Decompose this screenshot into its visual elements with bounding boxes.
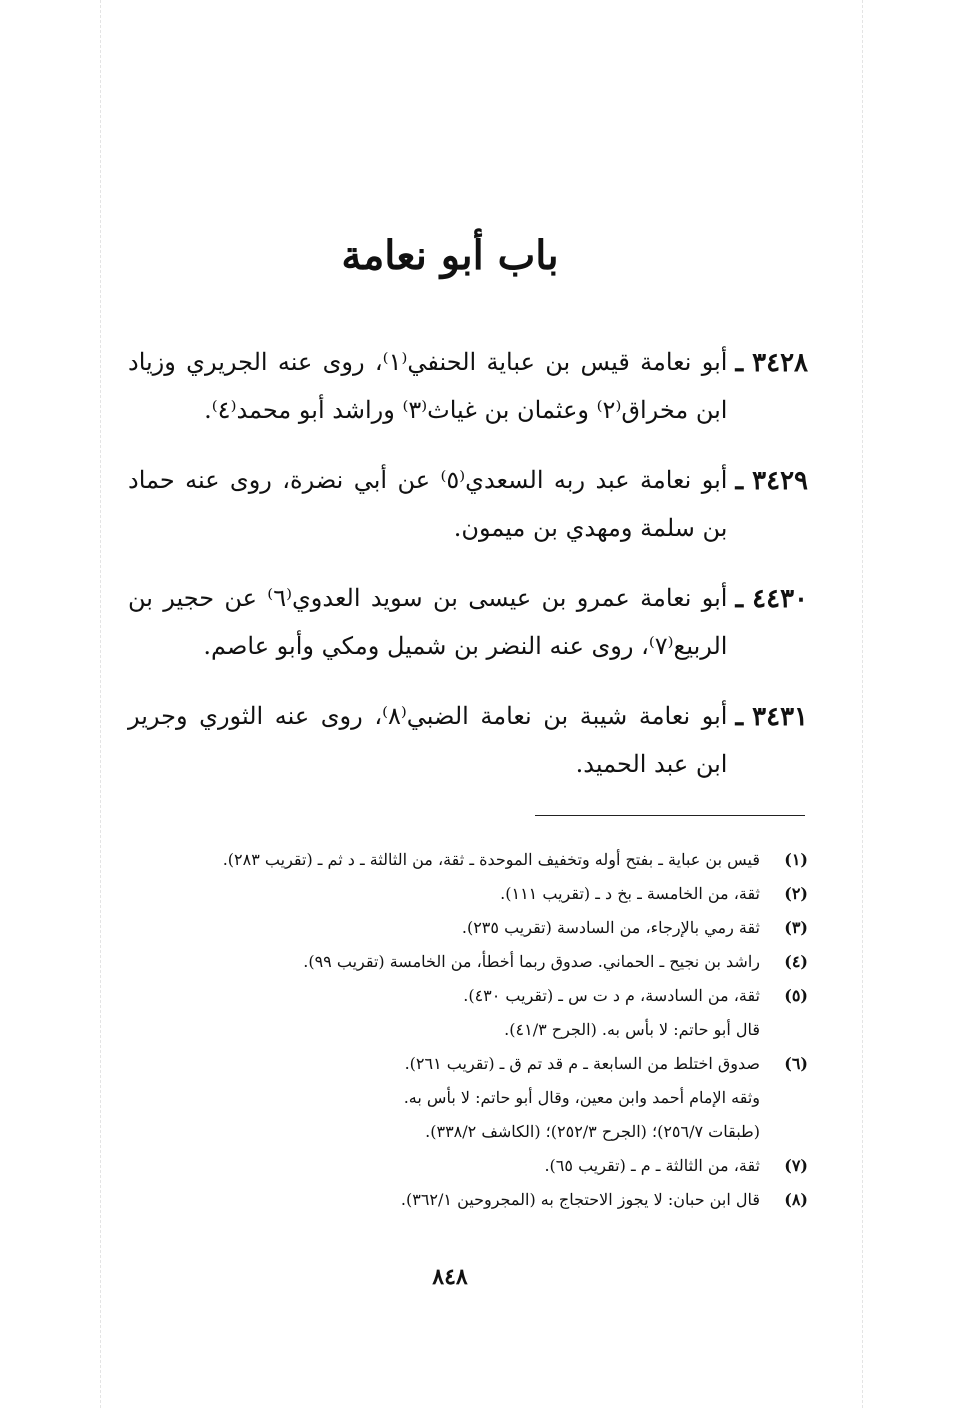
entry [128, 456, 808, 552]
scan-guide-line [100, 0, 101, 1408]
entry-text: أبو نعامة عمرو بن عيسى بن سويد العدوي⁽٦⁾ عن حجير بن الربيع⁽٧⁾، روى عنه النضر بن شميل ومكي وأبو عاصم. [128, 584, 728, 660]
footnote-separator [535, 815, 805, 816]
entry [128, 574, 808, 670]
footnote [128, 1149, 808, 1183]
footnote-number: (٦) [784, 1054, 808, 1073]
footnote-line: صدوق اختلط من السابعة ـ م قد تم ق ـ (تقريب ٢٦١). [404, 1054, 760, 1073]
footnote-line: (طبقات ٢٥٦/٧)؛ (الجرح ٢٥٢/٣)؛ (الكاشف ٣٣٨/٢). [425, 1122, 760, 1141]
footnote-number: (٢) [784, 884, 808, 903]
entry-number: ٤٤٣٠ ـ [735, 584, 808, 614]
footnote [128, 911, 808, 945]
footnote [128, 1047, 808, 1149]
footnote [128, 843, 808, 877]
footnote [128, 1183, 808, 1217]
footnote-line: قال أبو حاتم: لا بأس به. (الجرح ٤١/٣). [504, 1020, 760, 1039]
footnotes-list [128, 843, 808, 1217]
entry [128, 692, 808, 788]
footnote-number: (١) [784, 850, 808, 869]
footnote [128, 945, 808, 979]
footnote-number: (٨) [784, 1190, 808, 1209]
entry-number: ٣٤٣١ ـ [735, 702, 808, 732]
entry-text: أبو نعامة قيس بن عباية الحنفي⁽١⁾، روى عنه الجريري وزياد ابن مخراق⁽٢⁾ وعثمان بن غياث⁽٣⁾ وراشد أبو محمد⁽٤⁾. [128, 348, 728, 424]
scan-guide-line [862, 0, 863, 1408]
entries-list [128, 338, 808, 810]
page-number: ٨٤٨ [432, 1264, 468, 1290]
footnote [128, 877, 808, 911]
entry-text: أبو نعامة عبد ربه السعدي⁽٥⁾ عن أبي نضرة، روى عنه حماد بن سلمة ومهدي بن ميمون. [128, 466, 728, 542]
footnote-number: (٣) [784, 918, 808, 937]
footnote-line: راشد بن نجيح ـ الحماني. صدوق ربما أخطأ، من الخامسة (تقريب ٩٩). [303, 952, 760, 971]
footnote-line: ثقة رمي بالإرجاء، من السادسة (تقريب ٢٣٥). [461, 918, 760, 937]
chapter-title: باب أبو نعامة [341, 232, 559, 279]
footnote-line: ثقة، من السادسة، م د ت س ـ (تقريب ٤٣٠). [463, 986, 760, 1005]
footnote-line: وثقه الإمام أحمد وابن معين، وقال أبو حاتم: لا بأس به. [403, 1088, 760, 1107]
entry-number: ٣٤٢٩ ـ [735, 466, 808, 496]
footnote-number: (٧) [784, 1156, 808, 1175]
footnote-line: قال ابن حبان: لا يجوز الاحتجاج به (المجروحين ٣٦٢/١). [400, 1190, 760, 1209]
footnote-line: ثقة، من الثالثة ـ م ـ (تقريب ٦٥). [544, 1156, 760, 1175]
footnote-line: ثقة، من الخامسة ـ بخ د ـ (تقريب ١١١). [500, 884, 760, 903]
footnote-line: قيس بن عباية ـ بفتح أوله وتخفيف الموحدة ـ ثقة، من الثالثة ـ د ثم ـ (تقريب ٢٨٣). [222, 850, 760, 869]
footnote [128, 979, 808, 1047]
footnote-number: (٥) [784, 986, 808, 1005]
entry-number: ٣٤٢٨ ـ [735, 348, 808, 378]
entry-text: أبو نعامة شيبة بن نعامة الضبي⁽٨⁾، روى عنه الثوري وجرير ابن عبد الحميد. [128, 702, 728, 778]
footnote-number: (٤) [784, 952, 808, 971]
entry [128, 338, 808, 434]
